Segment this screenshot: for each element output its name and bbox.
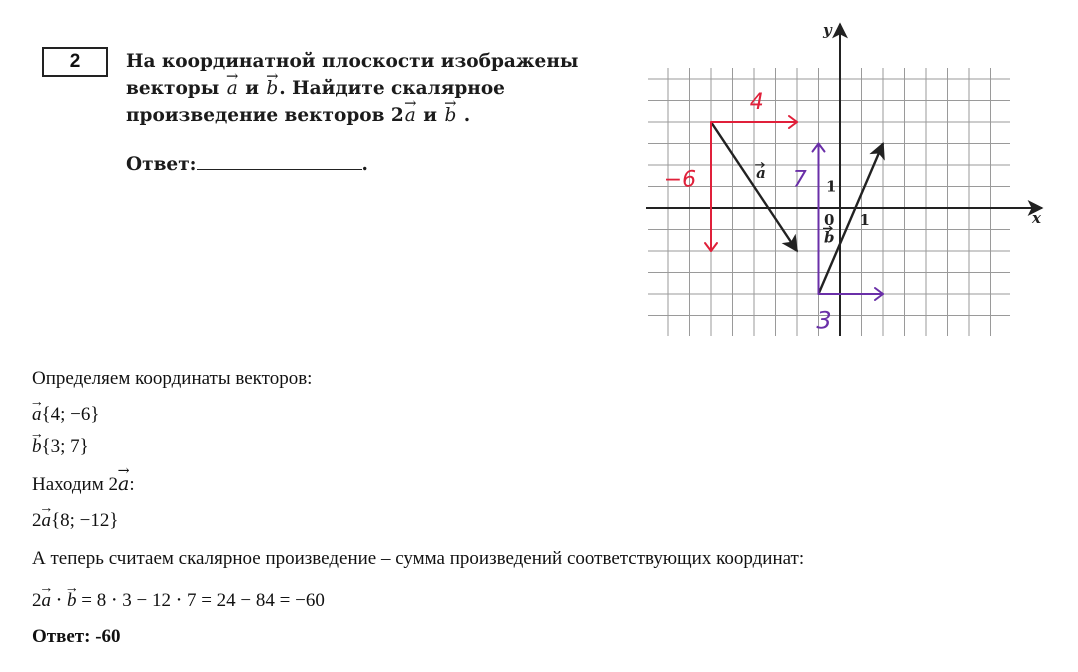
y-axis-label: y [823,21,832,39]
task-word-and: и [245,78,259,99]
sol-2a-vec: → a [42,510,52,532]
task-line-2 [126,75,608,102]
sol-find-label: Находим 2 [32,474,118,495]
final-answer: Ответ: -60 [32,626,121,647]
solution-b-coords [32,436,89,458]
solution-find [32,473,135,496]
sol-calc-vec-b: → b [67,590,77,612]
x-axis-label: x [1032,209,1041,227]
vector-a-label: a [756,163,766,182]
coordinate-graph [640,18,1060,340]
sol-2a-coords-value: {8; −12} [51,510,119,531]
axes [646,24,1042,336]
sol-calc-two: 2 [32,590,42,611]
grid [648,68,1010,336]
unit-x-label: 1 [859,211,870,229]
task-word-and-2: и [423,105,437,126]
solution-a-coords [32,404,99,426]
answer-line [126,153,368,175]
sol-vec-a: → a [32,404,42,426]
sol-b-coords-value: {3; 7} [41,436,89,457]
sol-find-colon: : [129,474,135,495]
vector-a-symbol: → a [226,75,239,102]
solution-intro: Определяем координаты векторов: [32,368,313,389]
sol-calc-vec-a: → a [42,590,52,612]
sol-vec-b: → b [32,436,42,458]
sol-find-vec-a: → a [118,473,129,495]
task-number-box: 2 [42,47,108,77]
graph-labels [664,21,1042,334]
annotation-7: 7 [792,167,807,193]
task-dot: . [463,105,471,126]
vector-a-symbol-2: → a [404,102,417,129]
vector-b-label: b [824,228,835,247]
sol-a-coords-value: {4; −6} [41,404,100,425]
task-line-1: На координатной плоскости изображены [126,51,579,72]
vector-b-symbol: → b [265,75,279,102]
task-line-2-rest: . Найдите скалярное [279,78,505,99]
annotation-3: 3 [816,306,832,335]
solution-calc [32,589,325,612]
sol-calc-result: = 8 ⋅ 3 − 12 ⋅ 7 = 24 − 84 = −60 [76,590,325,611]
task-line-3 [126,102,608,129]
vector-b-symbol-2: → b [443,102,457,129]
answer-label: Ответ: [126,154,197,175]
annotation-minus-6: −6 [663,167,697,193]
solution-explain: А теперь считаем скалярное произведение – сумма произведений соответствующих координат: [32,548,805,569]
sol-calc-dot: ⋅ [51,590,68,611]
answer-blank[interactable] [197,153,362,170]
origin-label: 0 [824,211,835,229]
task-word-vectors: векторы [126,78,220,99]
solution-2a-coords [32,510,118,532]
unit-y-label: 1 [826,177,837,196]
task-statement [126,48,608,129]
task-line-3-start: произведение векторов 2 [126,105,404,126]
sol-two: 2 [32,510,42,531]
annotation-4: 4 [749,90,764,116]
answer-end: . [361,154,368,175]
